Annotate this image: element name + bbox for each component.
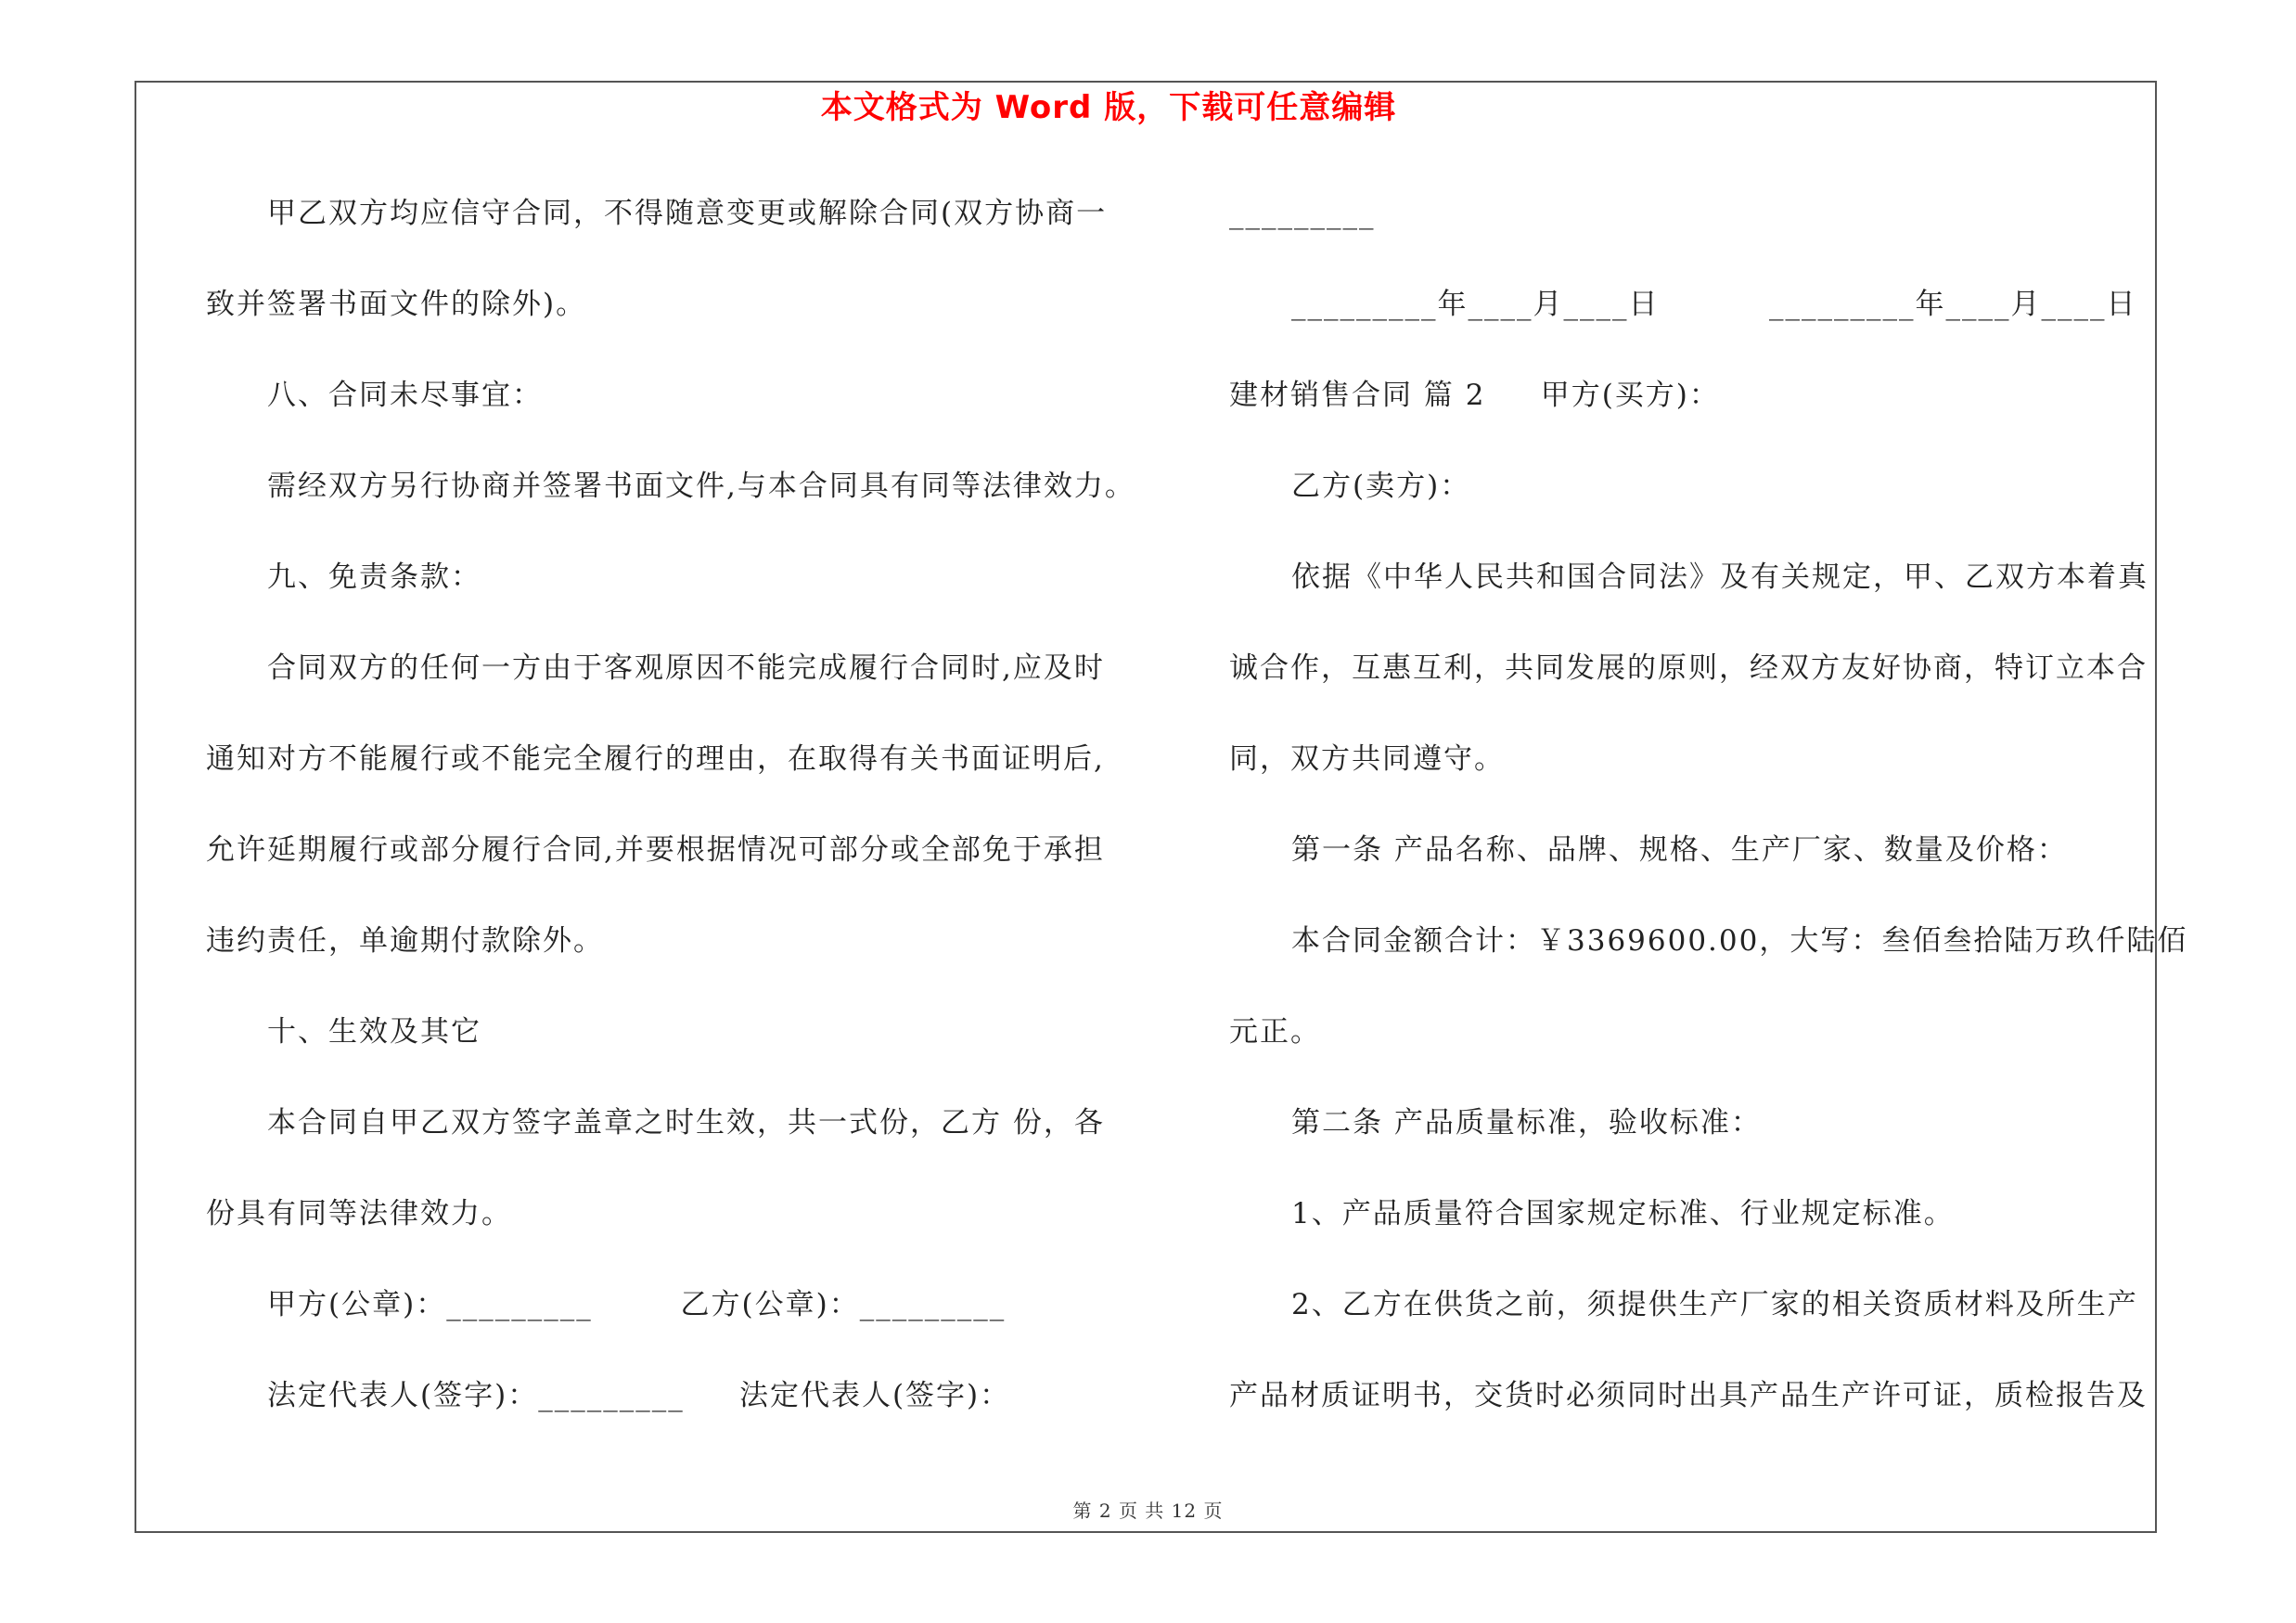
left-line-7: 通知对方不能履行或不能完全履行的理由，在取得有关书面证明后, — [206, 742, 1105, 776]
right-line-14: 产品材质证明书，交货时必须同时出具产品生产许可证，质检报告及 — [1229, 1379, 2148, 1412]
left-line-10: 十、生效及其它 — [267, 1015, 481, 1049]
left-line-13: 甲方(公章)：_________ 乙方(公章)：_________ — [267, 1288, 1007, 1321]
left-line-5: 九、免责条款： — [267, 560, 481, 594]
right-line-2: _________年____月____日 _________年____月____日 — [1291, 288, 2137, 321]
left-line-6: 合同双方的任何一方由于客观原因不能完成履行合同时,应及时 — [267, 651, 1105, 685]
left-line-11: 本合同自甲乙双方签字盖章之时生效，共一式份，乙方 份，各 — [267, 1106, 1105, 1140]
left-line-4: 需经双方另行协商并签署书面文件,与本合同具有同等法律效力。 — [267, 470, 1135, 503]
left-line-12: 份具有同等法律效力。 — [206, 1197, 512, 1230]
right-line-8: 第一条 产品名称、品牌、规格、生产厂家、数量及价格： — [1291, 833, 2068, 867]
right-line-4: 乙方(卖方)： — [1291, 470, 1471, 503]
right-line-9: 本合同金额合计：￥3369600.00，大写：叁佰叁拾陆万玖仟陆佰 — [1291, 924, 2188, 958]
page-number: 第 2 页 共 12 页 — [1072, 1500, 1224, 1522]
right-line-6: 诚合作，互惠互利，共同发展的原则，经双方友好协商，特订立本合 — [1229, 651, 2148, 685]
right-line-12: 1、产品质量符合国家规定标准、行业规定标准。 — [1291, 1197, 1955, 1230]
right-line-10: 元正。 — [1229, 1015, 1321, 1049]
left-line-9: 违约责任，单逾期付款除外。 — [206, 924, 604, 958]
left-line-14: 法定代表人(签字)：_________ 法定代表人(签字)： — [267, 1379, 1011, 1412]
left-line-2: 致并签署书面文件的除外)。 — [206, 288, 587, 321]
right-line-13: 2、乙方在供货之前，须提供生产厂家的相关资质材料及所生产 — [1291, 1288, 2138, 1321]
right-line-3: 建材销售合同 篇 2 甲方(买方)： — [1229, 379, 1720, 412]
format-banner: 本文格式为 Word 版，下载可任意编辑 — [820, 89, 1397, 126]
right-line-11: 第二条 产品质量标准，验收标准： — [1291, 1106, 1762, 1140]
left-line-3: 八、合同未尽事宜： — [267, 379, 543, 412]
right-line-5: 依据《中华人民共和国合同法》及有关规定，甲、乙双方本着真 — [1291, 560, 2148, 594]
right-line-7: 同，双方共同遵守。 — [1229, 742, 1505, 776]
left-line-8: 允许延期履行或部分履行合同,并要根据情况可部分或全部免于承担 — [206, 833, 1105, 867]
right-line-1: _________ — [1229, 197, 1376, 230]
left-line-1: 甲乙双方均应信守合同，不得随意变更或解除合同(双方协商一 — [267, 197, 1108, 230]
